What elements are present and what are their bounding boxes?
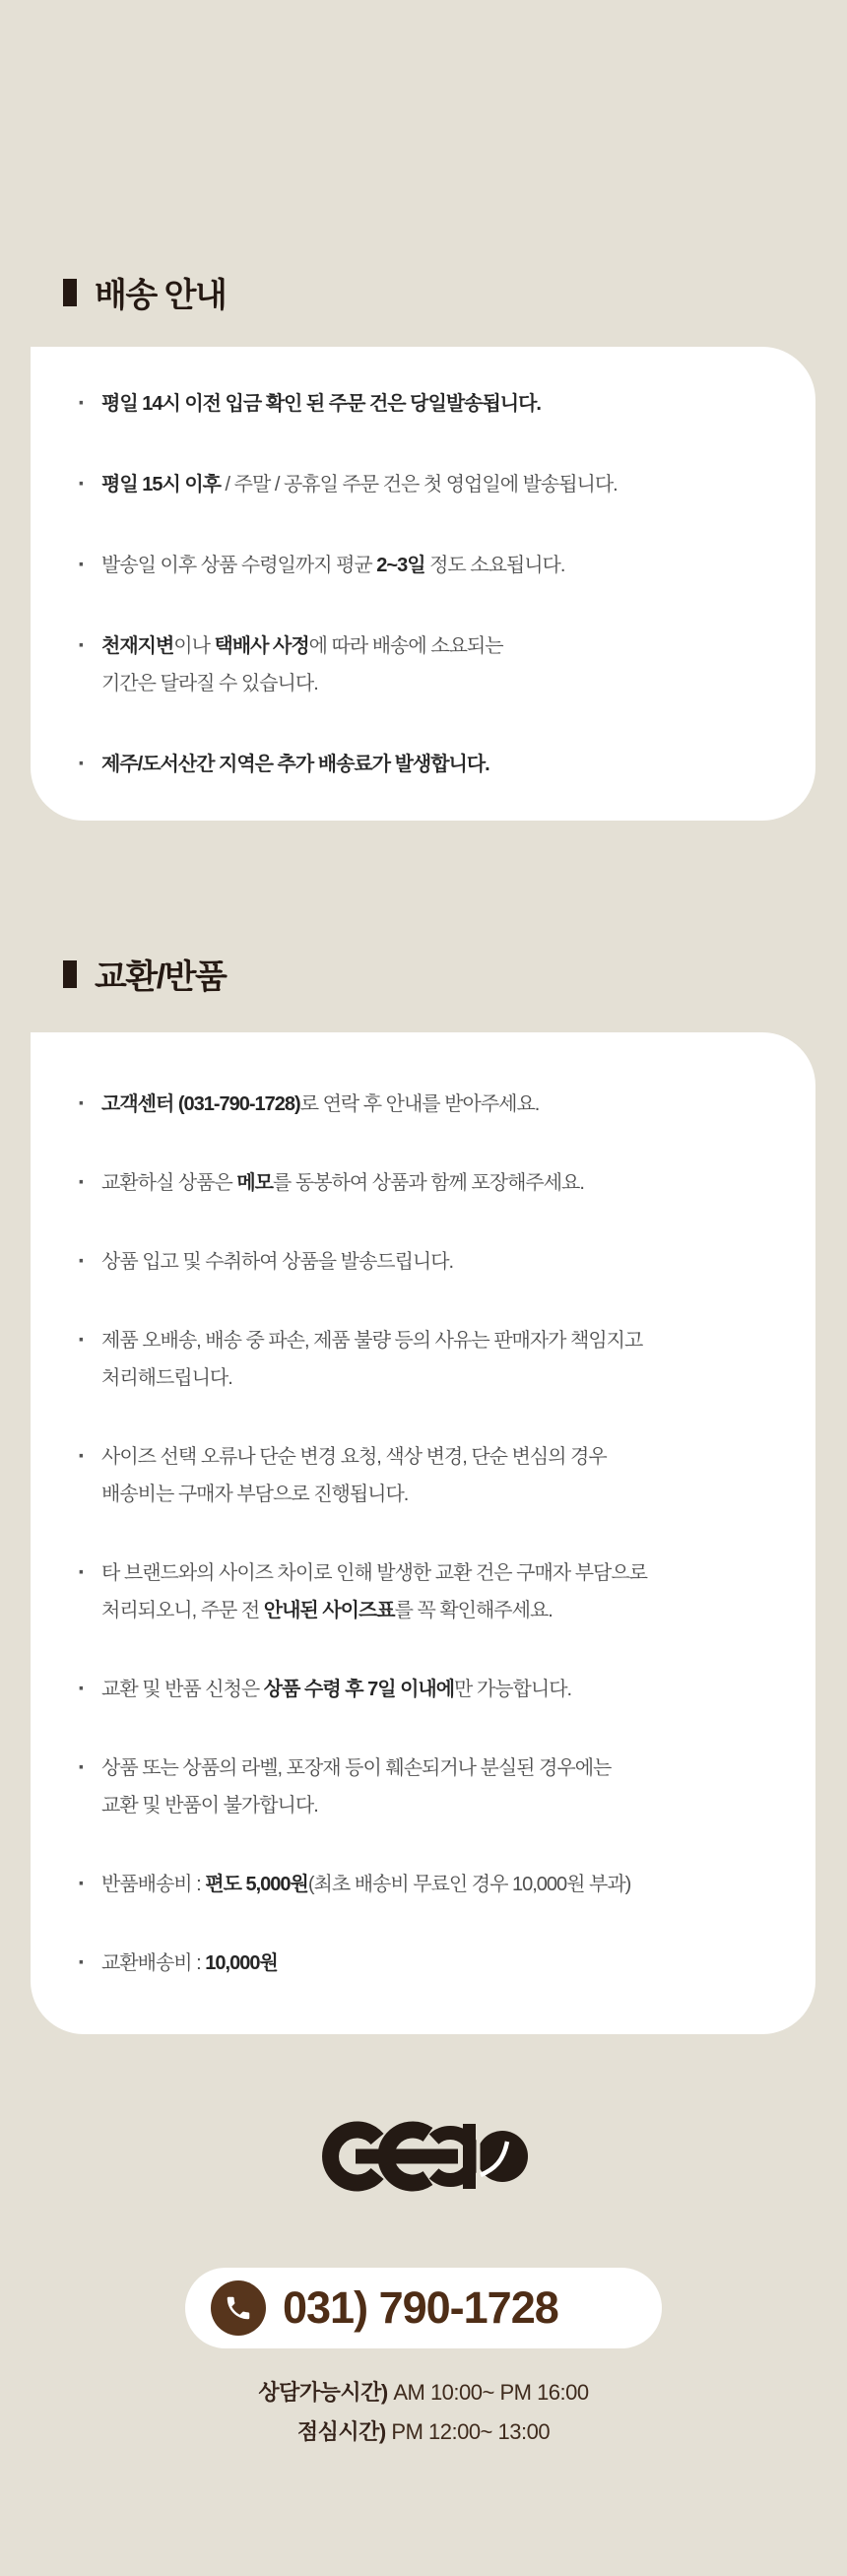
consult-hours-line bbox=[0, 2376, 847, 2407]
bullet-text: 평일 14시 이전 입금 확인 된 주문 건은 당일발송됩니다. bbox=[101, 392, 541, 415]
list-item bbox=[77, 1866, 782, 1903]
list-item bbox=[77, 1322, 782, 1397]
list-item bbox=[77, 627, 782, 702]
bullet-text: 제주/도서산간 지역은 추가 배송료가 발생합니다. bbox=[101, 753, 489, 775]
list-item bbox=[77, 1554, 782, 1629]
section-header-exchange bbox=[63, 950, 226, 998]
bullet-text: 상품 또는 상품의 라벨, 포장재 등이 훼손되거나 분실된 경우에는 교환 및 반품이 불가합니다. bbox=[101, 1756, 612, 1816]
bullet-dot-icon: · bbox=[78, 1442, 86, 1470]
square-bullet-icon bbox=[63, 279, 77, 306]
list-item bbox=[77, 746, 782, 783]
bullet-dot-icon: · bbox=[78, 470, 86, 497]
list-item bbox=[77, 1750, 782, 1824]
bullet-text: 사이즈 선택 오류나 단순 변경 요청, 색상 변경, 단순 변심의 경우 배송비는 구매자 부담으로 진행됩니다. bbox=[101, 1445, 607, 1505]
bullet-text: 상품 입고 및 수취하여 상품을 발송드립니다. bbox=[101, 1250, 454, 1273]
bullet-dot-icon: · bbox=[78, 389, 86, 417]
list-item bbox=[77, 466, 782, 503]
section-title: 배송 안내 bbox=[95, 277, 227, 314]
lunch-hours-label: 점심시간) bbox=[296, 2419, 386, 2444]
lunch-hours-line bbox=[0, 2415, 847, 2446]
section-title: 교환/반품 bbox=[95, 958, 227, 996]
bullet-text: 발송일 이후 상품 수령일까지 평균 2~3일 정도 소요됩니다. bbox=[101, 554, 565, 576]
bullet-text: 교환하실 상품은 메모를 동봉하여 상품과 함께 포장해주세요. bbox=[101, 1171, 584, 1194]
brand-logo bbox=[319, 2118, 528, 2195]
consult-hours-label: 상담가능시간) bbox=[258, 2380, 388, 2405]
bullet-text: 고객센터 (031-790-1728)로 연락 후 안내를 받아주세요. bbox=[101, 1092, 540, 1115]
consult-hours-value: AM 10:00~ PM 16:00 bbox=[393, 2380, 589, 2405]
phone-handset-icon bbox=[224, 2293, 253, 2323]
bullet-text: 천재지변이나 택배사 사정에 따라 배송에 소요되는 기간은 달라질 수 있습니다. bbox=[101, 634, 503, 694]
phone-number: 031) 790-1728 bbox=[283, 2282, 558, 2333]
bullet-text: 평일 15시 이후 / 주말 / 공휴일 주문 건은 첫 영업일에 발송됩니다. bbox=[101, 473, 618, 495]
bullet-dot-icon: · bbox=[78, 631, 86, 659]
phone-contact-button[interactable] bbox=[185, 2268, 662, 2348]
bullet-dot-icon: · bbox=[78, 551, 86, 578]
exchange-return-list bbox=[31, 1032, 815, 2034]
bullet-dot-icon: · bbox=[78, 1675, 86, 1702]
lunch-hours-value: PM 12:00~ 13:00 bbox=[391, 2419, 551, 2444]
list-item bbox=[77, 547, 782, 584]
list-item bbox=[77, 1671, 782, 1708]
bullet-dot-icon: · bbox=[78, 1949, 86, 1976]
list-item bbox=[77, 1164, 782, 1202]
square-bullet-icon bbox=[63, 960, 77, 988]
bullet-text: 제품 오배송, 배송 중 파손, 제품 불량 등의 사유는 판매자가 책임지고 처리해드립니다. bbox=[101, 1329, 643, 1389]
list-item bbox=[77, 1945, 782, 1982]
bullet-text: 타 브랜드와의 사이즈 차이로 인해 발생한 교환 건은 구매자 부담으로 처리되오니, 주문 전 안내된 사이즈표를 꼭 확인해주세요. bbox=[101, 1561, 647, 1621]
bullet-dot-icon: · bbox=[78, 1870, 86, 1897]
list-item bbox=[77, 1086, 782, 1123]
shipping-info-card bbox=[31, 347, 815, 821]
bullet-dot-icon: · bbox=[78, 1168, 86, 1196]
bullet-text: 교환배송비 : 10,000원 bbox=[101, 1951, 278, 1974]
shipping-info-list bbox=[31, 347, 815, 821]
bullet-text: 반품배송비 : 편도 5,000원(최초 배송비 무료인 경우 10,000원 부과) bbox=[101, 1873, 631, 1895]
list-item bbox=[77, 1438, 782, 1513]
bullet-text: 교환 및 반품 신청은 상품 수령 후 7일 이내에만 가능합니다. bbox=[101, 1678, 572, 1700]
list-item bbox=[77, 385, 782, 423]
bullet-dot-icon: · bbox=[78, 1753, 86, 1781]
bullet-dot-icon: · bbox=[78, 1558, 86, 1586]
exchange-return-card bbox=[31, 1032, 815, 2034]
bullet-dot-icon: · bbox=[78, 1247, 86, 1275]
bullet-dot-icon: · bbox=[78, 750, 86, 777]
section-header-shipping bbox=[63, 268, 226, 316]
geko-logo-icon bbox=[319, 2118, 528, 2195]
list-item bbox=[77, 1243, 782, 1281]
bullet-dot-icon: · bbox=[78, 1090, 86, 1117]
phone-icon bbox=[211, 2280, 266, 2336]
bullet-dot-icon: · bbox=[78, 1326, 86, 1354]
